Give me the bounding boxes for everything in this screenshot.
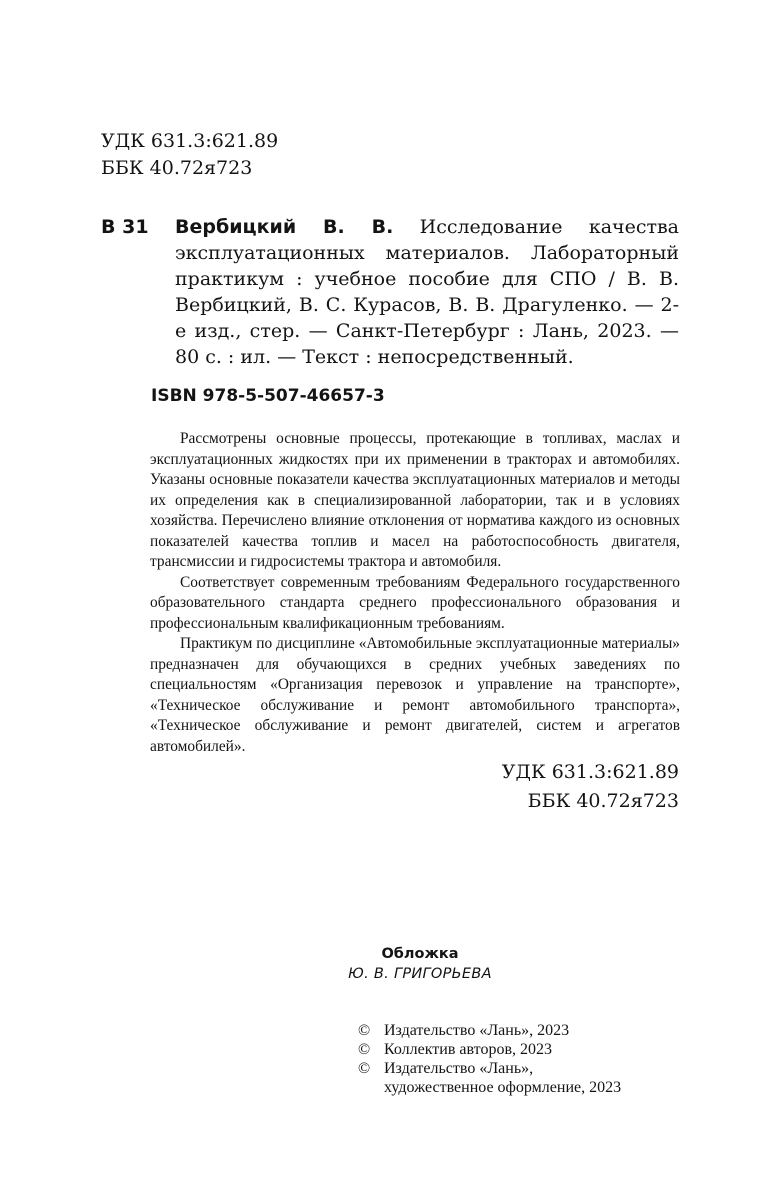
abstract-paragraph: Практикум по дисциплине «Автомобильные эксплуатационные материалы» предназначен для обучающихся в средних учебных заведениях по специальностям «Организация перевозок и управление на транспорте», «Техническое обслуживание и ремонт автомобильного транспорта», «Техническое обслуживание и ремонт двигателей, систем и агрегатов автомобилей». bbox=[150, 635, 680, 755]
abstract-paragraph: Соответствует современным требованиям Федерального государственного образовательного стандарта среднего профессионального образования и профессиональным квалификационным требованиям. bbox=[150, 573, 680, 632]
classification-bottom bbox=[502, 758, 679, 816]
copyright-text: Издательство «Лань», bbox=[384, 1060, 534, 1077]
copyright-icon: © bbox=[358, 1060, 371, 1077]
copyright-line bbox=[358, 1021, 621, 1040]
copyright-text-continued: художественное оформление, 2023 bbox=[384, 1079, 622, 1096]
copyright-line bbox=[358, 1040, 621, 1059]
bbk-code: ББК 40.72я723 bbox=[101, 157, 253, 179]
copyright-text: Коллектив авторов, 2023 bbox=[384, 1041, 552, 1058]
description-text: Исследование качества эксплуатационных материалов. Лабораторный практикум : учебное пособие для СПО / В. В. Вербицкий, В. С. Курасов, В. В. Драгуленко. — 2-е изд., стер. — Санкт-Петербург : Лань, 2023. — 80 с. : ил. — Текст : непосредственный. bbox=[175, 216, 680, 368]
author-mark: В 31 bbox=[101, 216, 149, 238]
udk-code: УДК 631.3:621.89 bbox=[101, 130, 279, 152]
cover-designer: Ю. В. ГРИГОРЬЕВА bbox=[348, 966, 492, 982]
copyright-icon: © bbox=[358, 1022, 371, 1039]
copyright-text: Издательство «Лань», 2023 bbox=[384, 1022, 570, 1039]
abstract-paragraph: Рассмотрены основные процессы, протекающие в топливах, маслах и эксплуатационных жидкостях при их применении в тракторах и автомобилях. Указаны основные показатели качества эксплуатационных материалов и методы их определения как в специализированной лаборатории, так и в условиях хозяйства. Перечислено влияние отклонения от норматива каждого из основных показателей качества топлив и масел на работоспособность двигателя, трансмиссии и гидросистемы трактора и автомобиля. bbox=[150, 430, 680, 570]
udk-code: УДК 631.3:621.89 bbox=[501, 761, 679, 783]
isbn: ISBN 978-5-507-46657-3 bbox=[151, 386, 385, 406]
copyright-block bbox=[358, 1021, 621, 1097]
abstract bbox=[150, 429, 680, 757]
bbk-code: ББК 40.72я723 bbox=[527, 790, 679, 812]
classification-top bbox=[101, 128, 278, 182]
copyright-line bbox=[358, 1059, 621, 1078]
bibliographic-description bbox=[175, 214, 679, 370]
cover-label: Обложка bbox=[381, 946, 459, 962]
author-name: Вербицкий В. В. bbox=[175, 216, 394, 238]
cover-credit bbox=[320, 944, 520, 984]
copyright-icon: © bbox=[358, 1041, 371, 1058]
